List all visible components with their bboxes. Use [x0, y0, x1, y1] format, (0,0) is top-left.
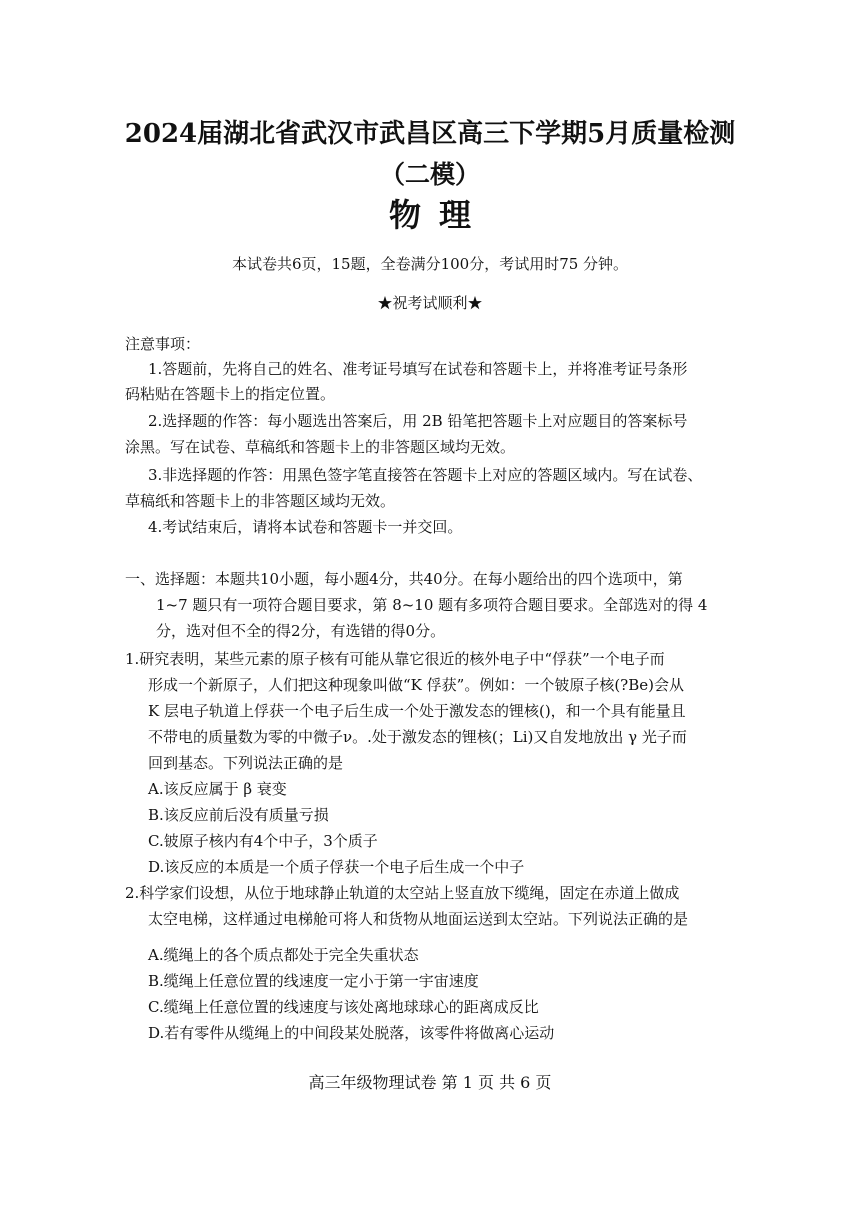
notice-line: 2.选择题的作答：每小题选出答案后，用 2B 铅笔把答题卡上对应题目的答案标号: [148, 412, 688, 430]
section-heading: 分，选对但不全的得2分，有选错的得0分。: [156, 622, 446, 640]
notice-heading: 注意事项：: [125, 335, 201, 353]
section-heading: 一、选择题：本题共10小题，每小题4分，共40分。在每小题给出的四个选项中，第: [125, 570, 683, 588]
question-option: B.缆绳上任意位置的线速度一定小于第一宇宙速度: [148, 972, 479, 990]
section-heading: 1~7 题只有一项符合题目要求，第 8~10 题有多项符合题目要求。全部选对的得 4: [156, 596, 708, 614]
question-stem: K 层电子轨道上俘获一个电子后生成一个处于激发态的锂核()，和一个具有能量且: [148, 702, 686, 720]
exam-wish: ★祝考试顺利★: [377, 294, 483, 312]
question-option: D.该反应的本质是一个质子俘获一个电子后生成一个中子: [148, 858, 525, 876]
notice-line: 3.非选择题的作答：用黑色签字笔直接答在答题卡上对应的答题区域内。写在试卷、: [148, 466, 703, 484]
question-stem: 1.研究表明，某些元素的原子核有可能从靠它很近的核外电子中“俘获”一个电子而: [125, 650, 665, 668]
notice-line: 草稿纸和答题卡上的非答题区域均无效。: [125, 492, 396, 510]
question-option: C.铍原子核内有4个中子，3个质子: [148, 832, 378, 850]
notice-line: 4.考试结束后，请将本试卷和答题卡一并交回。: [148, 518, 463, 536]
question-option: D.若有零件从缆绳上的中间段某处脱落，该零件将做离心运动: [148, 1024, 555, 1042]
notice-line: 码粘贴在答题卡上的指定位置。: [125, 385, 336, 403]
question-option: B.该反应前后没有质量亏损: [148, 806, 329, 824]
page-footer: 高三年级物理试卷 第 1 页 共 6 页: [308, 1073, 552, 1092]
exam-info: 本试卷共6页，15题，全卷满分100分，考试用时75 分钟。: [231, 255, 629, 273]
question-stem: 形成一个新原子，人们把这种现象叫做“K 俘获”。例如：一个铍原子核(?Be)会从: [148, 676, 684, 694]
notice-line: 1.答题前，先将自己的姓名、准考证号填写在试卷和答题卡上，并将准考证号条形: [148, 360, 688, 378]
question-stem: 回到基态。下列说法正确的是: [148, 754, 344, 772]
exam-subject: 物理: [388, 196, 489, 234]
question-option: A.该反应属于 β 衰变: [148, 780, 287, 798]
question-stem: 太空电梯，这样通过电梯舱可将人和货物从地面运送到太空站。下列说法正确的是: [148, 910, 689, 928]
notice-line: 涂黑。写在试卷、草稿纸和答题卡上的非答题区域均无效。: [125, 438, 516, 456]
exam-title: 2024届湖北省武汉市武昌区高三下学期5月质量检测: [124, 119, 736, 149]
question-option: A.缆绳上的各个质点都处于完全失重状态: [148, 946, 419, 964]
question-option: C.缆绳上任意位置的线速度与该处离地球球心的距离成反比: [148, 998, 539, 1016]
question-stem: 2.科学家们设想，从位于地球静止轨道的太空站上竖直放下缆绳，固定在赤道上做成: [125, 884, 680, 902]
question-stem: 不带电的质量数为零的中微子ν。.处于激发态的锂核(；Li)又自发地放出 γ 光子而: [148, 728, 687, 746]
exam-subtitle: （二模）: [379, 160, 480, 189]
